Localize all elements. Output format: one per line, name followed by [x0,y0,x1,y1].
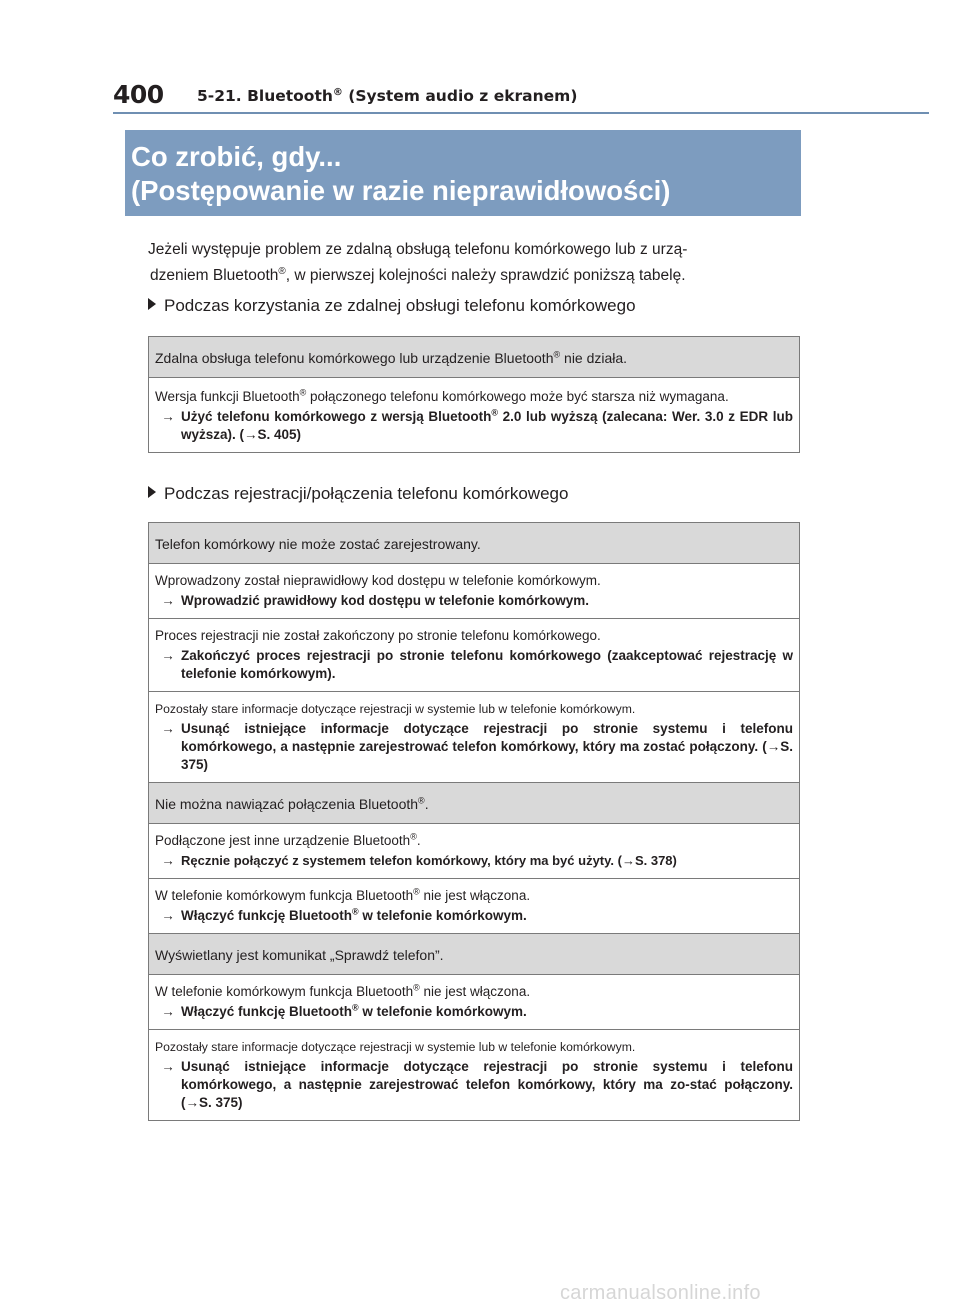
arrow-icon: → [161,1059,175,1074]
header-rule [113,112,929,114]
triangle-bullet-icon [148,486,156,498]
arrow-icon: → [161,409,175,424]
problem-row: Nie można nawiązać połączenia Bluetooth®. [149,782,799,823]
problem-row: Zdalna obsługa telefonu komórkowego lub urządzenie Bluetooth® nie działa. [149,337,799,377]
cause-row: Wprowadzony został nieprawidłowy kod dostępu w telefonie komórkowym. → Wprowadzić prawidłowy kod dostępu w telefonie komórkowym. [149,563,799,618]
arrow-icon: → [161,1004,175,1019]
action-item: → Usunąć istniejące informacje dotyczące rejestracji po stronie systemu i telefonu komórkowego, a następnie zarejestrować telefon komórkowy, który ma zo-stać połączony. (→S. 375) [155,1058,793,1112]
action-item: → Zakończyć proces rejestracji po stronie telefonu komórkowego (zaakceptować rejestrację w telefonie komórkowym). [155,647,793,683]
problem-row: Wyświetlany jest komunikat „Sprawdź telefon”. [149,933,799,974]
action-item: → Usunąć istniejące informacje dotyczące rejestracji po stronie systemu i telefonu komórkowego, a następnie zarejestrować telefon komórkowy, który ma zostać połączony. (→S. 375) [155,720,793,774]
action-item: → Włączyć funkcję Bluetooth® w telefonie komórkowym. [155,907,793,925]
table-remote-control [148,336,800,453]
arrow-icon: → [161,853,175,868]
title-line-1: Co zrobić, gdy... [131,141,342,172]
arrow-icon: → [161,648,175,663]
cause-row: Wersja funkcji Bluetooth® połączonego telefonu komórkowego może być starsza niż wymagana. → Użyć telefonu komórkowego z wersją Bluetooth® 2.0 lub wyższą (zalecana: Wer. 3.0 z EDR lub wyższa). (→S. 405) [149,377,799,452]
triangle-bullet-icon [148,298,156,310]
action-item: → Użyć telefonu komórkowego z wersją Bluetooth® 2.0 lub wyższą (zalecana: Wer. 3.0 z EDR lub wyższa). (→S. 405) [155,408,793,444]
action-item: → Wprowadzić prawidłowy kod dostępu w telefonie komórkowym. [155,592,793,610]
page-header [0,0,960,120]
action-item: → Włączyć funkcję Bluetooth® w telefonie komórkowym. [155,1003,793,1021]
cause-row: W telefonie komórkowym funkcja Bluetooth® nie jest włączona. → Włączyć funkcję Bluetooth® w telefonie komórkowym. [149,878,799,933]
subheading-remote-control: Podczas korzystania ze zdalnej obsługi telefonu komórkowego [148,296,636,316]
title-line-2: (Postępowanie w razie nieprawidłowości) [131,175,671,206]
subheading-registration: Podczas rejestracji/połączenia telefonu komórkowego [148,484,568,504]
problem-row: Telefon komórkowy nie może zostać zarejestrowany. [149,523,799,563]
watermark: carmanualsonline.info [560,1282,761,1304]
cause-row: Pozostały stare informacje dotyczące rejestracji w systemie lub w telefonie komórkowym. → Usunąć istniejące informacje dotyczące rejestracji po stronie systemu i telefonu komórkowego, a następnie zarejestrować telefon komórkowy, który ma zo-stać połączony. (→S. 375) [149,1029,799,1120]
cause-row: W telefonie komórkowym funkcja Bluetooth® nie jest włączona. → Włączyć funkcję Bluetooth® w telefonie komórkowym. [149,974,799,1029]
arrow-icon: → [161,908,175,923]
cause-row: Pozostały stare informacje dotyczące rejestracji w systemie lub w telefonie komórkowym. → Usunąć istniejące informacje dotyczące rejestracji po stronie systemu i telefonu komórkowego, a następnie zarejestrować telefon komórkowy, który ma zostać połączony. (→S. 375) [149,691,799,782]
cause-row: Podłączone jest inne urządzenie Bluetooth®. → Ręcznie połączyć z systemem telefon komórkowy, który ma być użyty. (→S. 378) [149,823,799,878]
chapter-title: 5-21. Bluetooth® (System audio z ekranem) [197,87,578,105]
page-number: 400 [113,80,164,109]
cause-row: Proces rejestracji nie został zakończony po stronie telefonu komórkowego. → Zakończyć proces rejestracji po stronie telefonu komórkowego (zaakceptować rejestrację w telefonie komórkowym). [149,618,799,691]
intro-paragraph: Jeżeli występuje problem ze zdalną obsługą telefonu komórkowego lub z urzą- dzeniem Bluetooth®, w pierwszej kolejności należy sprawdzić poniższą tabelę. [148,241,688,284]
arrow-icon: → [161,593,175,608]
arrow-icon: → [161,721,175,736]
section-title-box [125,130,801,216]
action-item: → Ręcznie połączyć z systemem telefon komórkowy, który ma być użyty. (→S. 378) [155,852,793,870]
table-registration [148,522,800,1121]
